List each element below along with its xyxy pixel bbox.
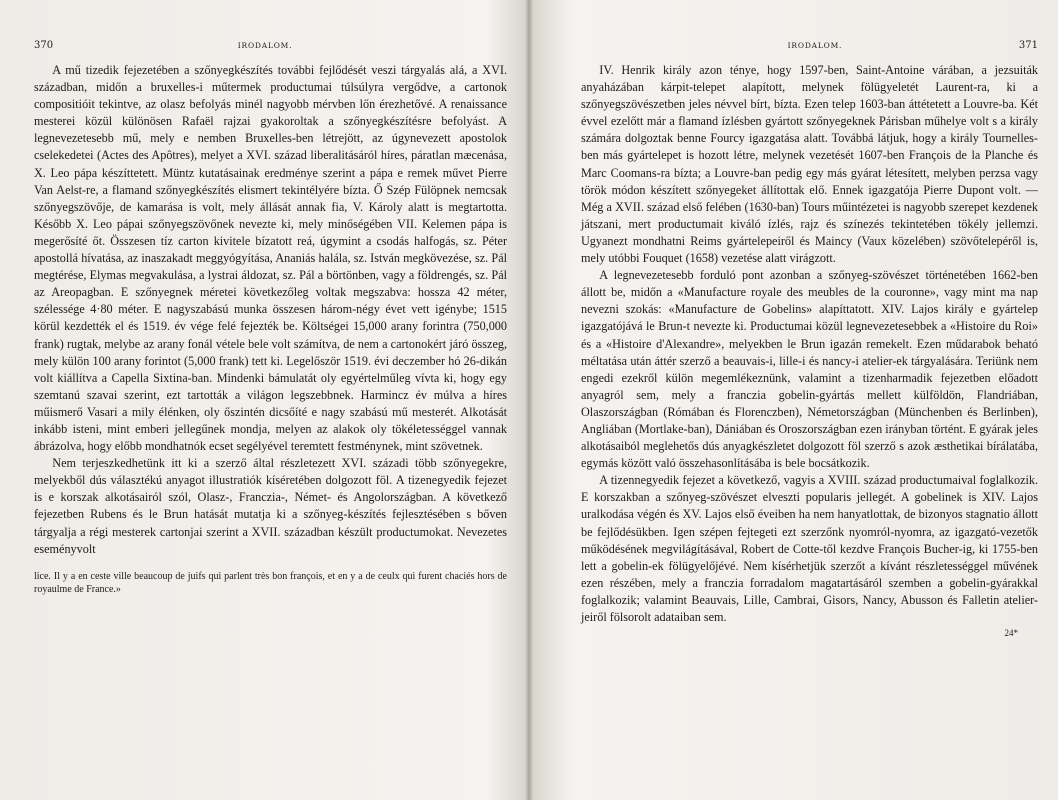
footnote-separator — [34, 558, 507, 568]
running-title-right: IRODALOM. — [787, 41, 843, 50]
paragraph: Nem terjeszkedhetünk itt ki a szerző által részletezett XVI. századi több szőnyegekre, melyekből dús választékú anyagot illustratiók kíséretében dolgozott föl. A tizenegyedik fejezet is e korszak alkotásairól szól, Olasz-, Franczia-, Német- és Angolországban. A következő fejezetben Rubens és le Brun hatását mutatja ki a szőnyeg-készítés fejlesztésében s bőven tárgyalja a régi mesterek cartonjai szerint a XVII. században készült productumokat. Nevezetes eseményvolt — [34, 456, 507, 556]
paragraph: A legnevezetesebb forduló pont azonban a szőnyeg-szövészet történetében 1662-ben állott be, midőn a «Manufacture royale des meubles de la couronne», vagy mint ma nap nevezni szokás: «Manufacture de Gobelins» alapíttatott. XIV. Lajos király e gyártelep igazgatójává le Brun-t nevezte ki. Productumai közül legnevezetesebbek a «Histoire du Roi» és a «Histoire d'Alexandre», melyekben le Brun igazán remekelt. Ezen műdarabok beható méltatása után áttér szerző a beauvais-i, lille-i és nancy-i atelier-ek tárgyalására. Teriünk nem engedi ezekről külön megemlékeznünk, valamint a tizenharmadik fejezetben előadott anyagról sem, mely a franczia gobelin-gyártás mellett külföldön, Flandriában, Olaszországban (Rómában és Florenczben), Németországban (Münchenben és Berlinben), Angliában (Mortlake-ban), Dániában és Oroszországban ezen irányban történt. E gyárak jeles alkotásaiból meglehetős dús anyagkészletet dolgozott föl szerző s azok æsthetikai bírálatába, egymás között való összehasonlításába is bele bocsátkozik. — [581, 268, 1038, 471]
page-number-right: 371 — [1018, 40, 1038, 51]
running-head-right — [581, 40, 1038, 62]
footnote: lice. Il y a en ceste ville beaucoup de juifs qui parlent très bon françois, et en y a de ceulx qui furent chaciés hors de royaulme de France.» — [34, 570, 507, 595]
body-text-right — [581, 62, 1038, 626]
paragraph: IV. Henrik király azon ténye, hogy 1597-ben, Saint-Antoine várában, a jezsuiták anyaházában kárpit-telepet alapított, melynek fölügyeletét Laurent-ra, ki a szőnyegszövészetben jeles névvel bírt, bízta. Ezen telep 1603-ban áttétetett a Louvre-ba. Két évvel ezelőtt már a flamand ízlésben gyártott szőnyegeknek Párisban műhelye volt s a király számára dolgoztak benne Fourcy igazgatása alatt. Továbbá látjuk, hogy a király Tournelles-ben más gyártelepet is hozott létre, melynek vezetését 1607-ben François de la Planche és Marc Coomans-ra bízta; a Louvre-ban pedig egy más gyárat létesített, melyben perzsa vagy török módon készített szőnyegeket állítottak elő. Ennek igazgatója Pierre Dupont volt. — Még a XVII. század első felében (1630-ban) Tours műintézetei is nagyobb szerepet kezdenek játszani, mert productumait kiváló ízlés, rajz és színezés tekintetében tökély jellemzi. Ugyanezt mondhatni Reims gyártelepeiről és Maincy (Vaux közelében) szövőtelepéről is, mely utóbbi Fouquet (1658) vezetése alatt virágzott. — [581, 63, 1038, 266]
page-number-left: 370 — [34, 40, 54, 51]
paragraph: A mű tizedik fejezetében a szőnyegkészítés további fejlődését veszi tárgyalás alá, a XVI. században, midőn a bruxelles-i műtermek productumai túlsúlyra vergődve, a cartonok compositióit tekintve, az olasz befolyás minél nagyobb mérvben lőn érezhetővé. A renaissance mesterei közül különösen Rafaël rajzai gyakoroltak a szőnyegkészítésre befolyást. A legnevezetesebb mű, mely e nemben Bruxelles-ben létrejött, az úgynevezett apostolok cselekedetei (Actes des Apôtres), melyet a XVI. század liberalitásáról híres, páratlan mæcenása, X. Leo pápa készíttetett. Müntz kutatásainak eredménye szerint a pápa e remek művet Pierre Van Aelst-re, a flamand szőnyegkészítés elismert tekintélyére bízta. Ő Szép Fülöpnek nemcsak szőnyegszövője, de kamarása is volt, mely állását annak fia, V. Károly alatt is megtartotta. Később X. Leo pápai szőnyegszövőnek nevezte ki, mely minőségében VII. Kelemen pápa is megerősíté őt. Összesen tíz carton kivitele bízatott reá, úgymint a csodás halfogás, sz. Péter apostollá hívatása, az inaszakadt meggyógyítása, Ananiás halála, sz. István megkövezése, sz. Pál megtérése, Elymas megvakulása, a lystrai áldozat, sz. Pál a börtönben, vagy a földrengés, sz. Pál az Areopagban. E szőnyegnek méretei következőleg voltak megszabva: hossza 42 méter, szélessége 4·80 méter. E nagyszabású munka összesen három-négy évet vett igénybe; 1515 körül kezdették el és 1519. év vége felé fejezték be. Költségei 15,000 arany forintra (750,000 frank) rugtak, melybe az arany fonál vétele bele volt számítva, de nem a cartonokért járó összeg, mely külön 100 arany forintot (5,000 frank) tett ki. Legelőször 1519. évi deczember hó 26-dikán volt kiállítva a Capella Sixtina-ban. Mindenki bámulatát oly egyértelműleg vívta ki, hogy egy szemtanú szavai szerint, ezt tartották a világon legszebbnek. Harmincz év múlva a híres műismerő Vasari a mily élénken, oly őszintén dicsőíté e nagy szabású mű mesterét. Alkotását inkább isteni, mint emberi jellegűnek mondja, melyen az alakok oly tökéletességgel vannak ábrázolva, hogy előbb mondhatnók ecset segélyével teremtett festménynek, mint szövetnek. — [34, 63, 507, 454]
body-text-left — [34, 62, 507, 558]
running-title-left: IRODALOM. — [237, 41, 293, 50]
signature-mark: 24* — [1004, 628, 1018, 639]
running-head-left — [34, 40, 507, 62]
paragraph: A tizennegyedik fejezet a következő, vagyis a XVIII. század productumaival foglalkozik. E korszakban a szőnyeg-szövészet elveszti popularis jellegét. A gobelinek is XIV. Lajos uralkodása végén és XV. Lajos első éveiben ha nem hanyatlottak, de bizonyos stagnatio állott be fejlődésükben. Igen szépen fejtegeti ezt szerzőnk nyomról-nyomra, az igazgató-vezetők működésének megvilágításával, Robert de Cotte-től kezdve François Bucher-ig, ki 1755-ben lett a gobelin-ek fölügyelőjévé. Nem kísérhetjük szerzőt a kívánt részletességgel művének ezen részében, mely a franczia forradalom magatartásáról szemben a gobelin-gyárakkal foglalkozik; valamint Beauvais, Lille, Cambrai, Gisors, Nancy, Abusson és Falletin atelier-jeiről fölsorolt adataiban sem. — [581, 473, 1038, 624]
right-page — [529, 0, 1058, 800]
